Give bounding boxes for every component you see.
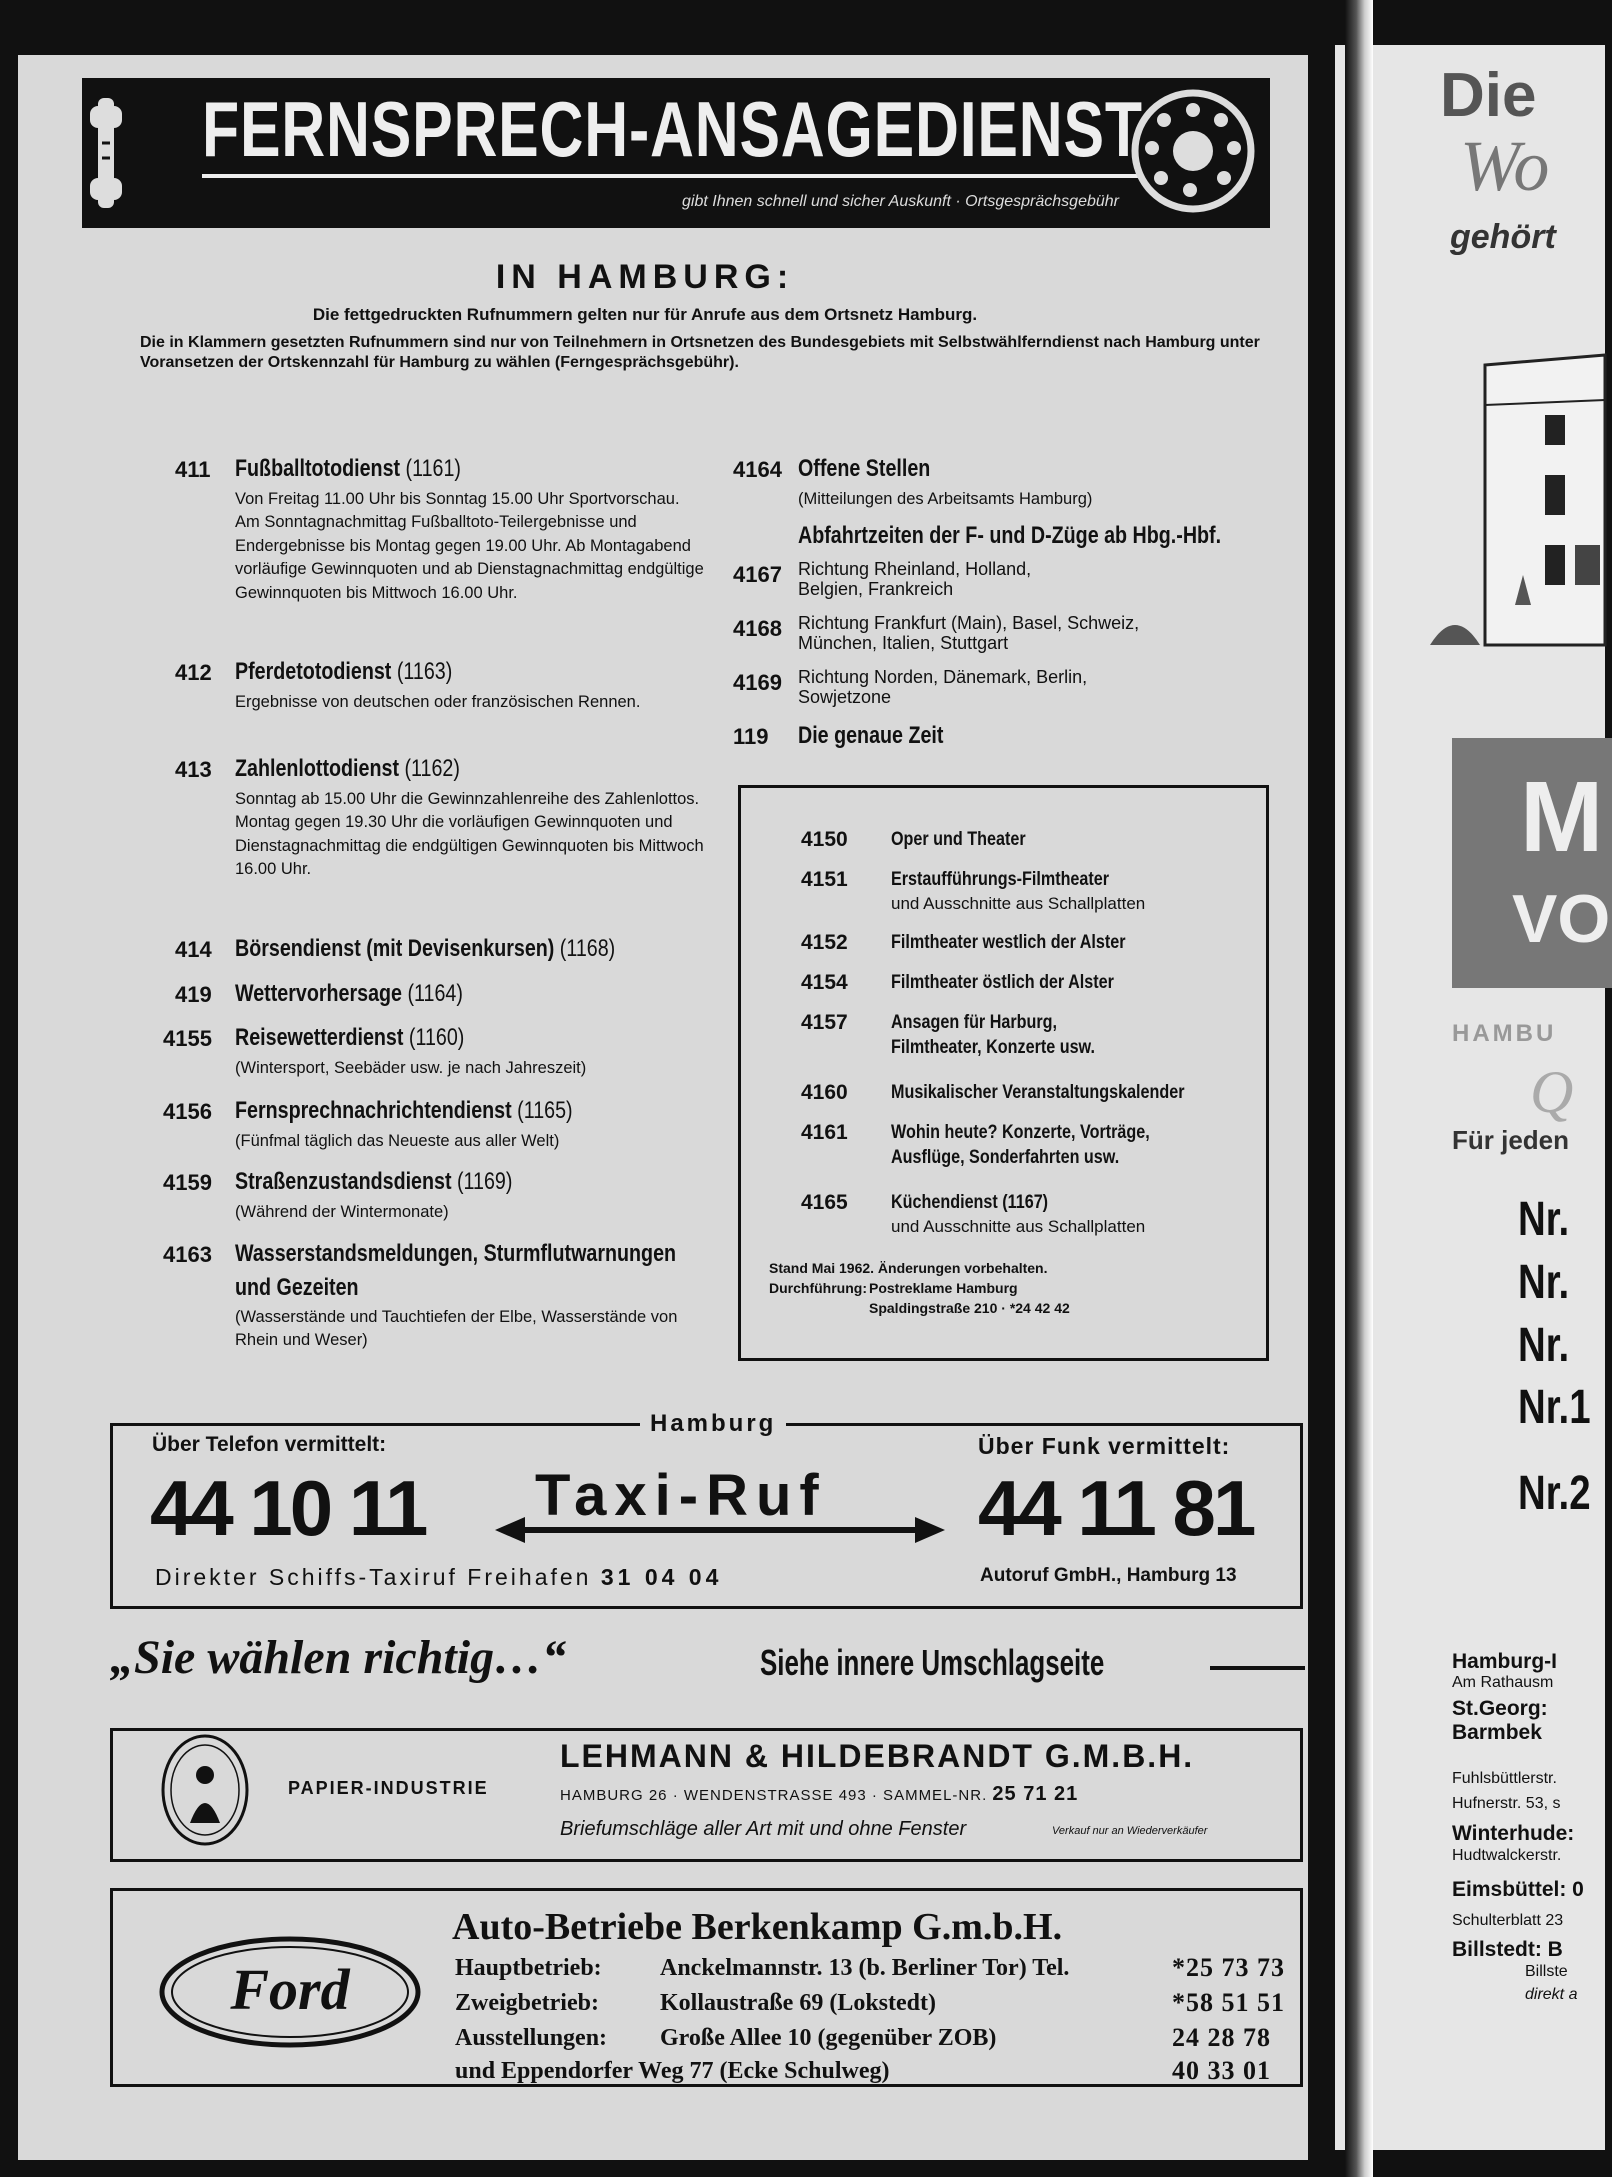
script-letter: Q — [1530, 1059, 1574, 1125]
box-label: Oper und Theater — [891, 829, 1026, 850]
taxi-radio-number: 44 11 81 — [978, 1464, 1254, 1552]
header-banner — [82, 78, 1270, 228]
durchfuehrung-label: Durchführung: — [769, 1280, 867, 1296]
service-number: 412 — [175, 660, 212, 685]
lehmann-envelopes: Briefumschläge aller Art mit und ohne Fenster — [560, 1818, 967, 1840]
ford-phone: *58 51 51 — [1172, 1988, 1285, 2017]
box-number: 4154 — [801, 971, 848, 994]
city-heading: IN HAMBURG: — [495, 258, 795, 296]
durchfuehrung-line-2: Spaldingstraße 210 · *24 42 42 — [869, 1300, 1070, 1316]
service-name: Die genaue Zeit — [798, 722, 944, 749]
branch-line: Billstedt: B — [1452, 1938, 1563, 1961]
service-description: (Fünfmal täglich das Neueste aus aller Welt) — [235, 1132, 560, 1150]
branch-line: Schulterblatt 23 — [1452, 1912, 1564, 1929]
book-spine — [1345, 0, 1373, 2177]
ford-logo — [158, 1935, 423, 2050]
service-number: 119 — [733, 724, 769, 749]
box-number: 4151 — [801, 868, 848, 891]
branch-line: direkt a — [1525, 1986, 1578, 2003]
ford-company: Auto-Betriebe Berkenkamp G.m.b.H. — [452, 1906, 1063, 1948]
service-number: 4163 — [163, 1242, 212, 1267]
service-number: 4169 — [733, 670, 782, 695]
telephone-handset-icon — [88, 98, 124, 208]
service-description: Von Freitag 11.00 Uhr bis Sonntag 15.00 Uhr Sportvorschau. Am Sonntagnachmittag Fußballtoto-Teilergebnisse und Endergebnisse bis Montag gegen 19.00 Uhr. Ab Montagabend vorläufige Gewinnquoten und ab Dienstagnachmittag endgültige Gewinnquoten bis Mittwoch 16.00 Uhr. — [235, 490, 704, 602]
box-number: 4150 — [801, 828, 848, 851]
service-description: (Während der Wintermonate) — [235, 1203, 449, 1221]
ford-phone: 40 33 01 — [1172, 2056, 1271, 2085]
branch-line: Fuhlsbüttlerstr. — [1452, 1770, 1557, 1787]
service-name: Wasserstandsmeldungen, Sturmflutwarnungen — [235, 1240, 677, 1267]
service-name-continued: und Gezeiten — [235, 1274, 359, 1301]
box-sublabel: und Ausschnitte aus Schallplatten — [891, 1217, 1146, 1236]
seal-logo-icon — [160, 1733, 250, 1848]
branch-line: Barmbek — [1452, 1721, 1542, 1744]
box-number: 4160 — [801, 1081, 848, 1104]
service-number: 414 — [175, 937, 212, 962]
lehmann-company: LEHMANN & HILDEBRANDT G.M.B.H. — [560, 1738, 1195, 1774]
note-bracket-numbers: Die in Klammern gesetzten Rufnummern sind nur von Teilnehmern in Ortsnetzen des Bundesgebiets mit Selbstwählferndienst nach Hamburg unter Voransetzen der Ortskennzahl für Hamburg zu wählen (Ferngesprächsgebühr). — [140, 334, 1260, 371]
service-name: Reisewetterdienst (1160) — [235, 1024, 465, 1051]
taxi-radio-label: Über Funk vermittelt: — [978, 1433, 1231, 1459]
entertainment-box — [738, 785, 1269, 1361]
lehmann-address: HAMBURG 26 · WENDENSTRASSE 493 · SAMMEL-NR. 25 71 21 — [560, 1783, 1079, 1805]
ship-taxi-line: Direkter Schiffs-Taxiruf Freihafen 31 04 04 — [155, 1564, 723, 1590]
box-number: 4157 — [801, 1011, 848, 1034]
ford-address-line: Zweigbetrieb: Kollaustraße 69 (Lokstedt) — [455, 1990, 936, 2016]
ford-address-line: und Eppendorfer Weg 77 (Ecke Schulweg) — [455, 2058, 890, 2084]
nr-label: Nr. — [1518, 1193, 1570, 1246]
service-description: Ergebnisse von deutschen oder französischen Rennen. — [235, 693, 641, 711]
box-sublabel: und Ausschnitte aus Schallplatten — [891, 894, 1146, 913]
service-number: 4164 — [733, 457, 782, 482]
service-name: Fernsprechnachrichtendienst (1165) — [235, 1097, 573, 1124]
taxi-phone-number: 44 10 11 — [150, 1464, 426, 1552]
service-number: 411 — [175, 457, 211, 482]
service-name: Börsendienst (mit Devisenkursen) (1168) — [235, 935, 616, 962]
service-description: (Wintersport, Seebäder usw. je nach Jahreszeit) — [235, 1059, 587, 1077]
lehmann-industry: PAPIER-INDUSTRIE — [288, 1778, 489, 1798]
slogan-rule — [1210, 1666, 1305, 1670]
service-description: Richtung Frankfurt (Main), Basel, Schweiz, München, Italien, Stuttgart — [798, 613, 1140, 653]
right-page-heading: Die — [1440, 61, 1537, 130]
box-number: 4165 — [801, 1191, 848, 1214]
service-number: 4167 — [733, 562, 782, 587]
fuer-jeden: Für jeden — [1452, 1125, 1570, 1155]
nr-label: Nr.2 — [1518, 1467, 1591, 1520]
service-name: Offene Stellen — [798, 455, 931, 482]
lehmann-sale-note: Verkauf nur an Wiederverkäufer — [1052, 1825, 1208, 1837]
branch-line: Billste — [1525, 1963, 1568, 1980]
service-number: 4159 — [163, 1170, 212, 1195]
branch-line: St.Georg: — [1452, 1697, 1548, 1720]
slogan-script: „Sie wählen richtig…“ — [110, 1631, 567, 1684]
branch-line: Hamburg-I — [1452, 1650, 1557, 1673]
header-title: FERNSPRECH-ANSAGEDIENST — [202, 90, 1143, 178]
promo-letter: M — [1520, 761, 1604, 873]
branch-line: Winterhude: — [1452, 1822, 1575, 1845]
ford-logo-text: Ford — [230, 1957, 350, 2022]
service-description: Richtung Rheinland, Holland, Belgien, Frankreich — [798, 559, 1032, 599]
branch-line: Eimsbüttel: 0 — [1452, 1878, 1584, 1901]
ford-address-line: Hauptbetrieb: Anckelmannstr. 13 (b. Berliner Tor) Tel. — [455, 1955, 1070, 1981]
taxi-phone-label: Über Telefon vermittelt: — [152, 1433, 387, 1456]
box-number: 4161 — [801, 1121, 848, 1144]
ford-phone: 24 28 78 — [1172, 2023, 1271, 2052]
service-description: (Wasserstände und Tauchtiefen der Elbe, Wasserstände von Rhein und Weser) — [235, 1308, 678, 1350]
branch-line: Am Rathausm — [1452, 1674, 1554, 1691]
double-arrow-icon — [495, 1515, 945, 1545]
durchfuehrung-line-1: Postreklame Hamburg — [869, 1280, 1018, 1296]
service-number: 4156 — [163, 1099, 212, 1124]
service-name: Pferdetotodienst (1163) — [235, 658, 453, 685]
right-page-script: Wo — [1460, 126, 1550, 206]
building-illustration — [1425, 345, 1605, 655]
rotary-dial-icon — [1128, 86, 1258, 216]
service-description: (Mitteilungen des Arbeitsamts Hamburg) — [798, 490, 1093, 508]
taxi-title: Taxi-Ruf — [535, 1463, 827, 1528]
nr-label: Nr. — [1518, 1256, 1570, 1309]
right-page-subheading: gehört — [1450, 218, 1556, 256]
note-bold-numbers: Die fettgedruckten Rufnummern gelten nur für Anrufe aus dem Ortsnetz Hamburg. — [312, 305, 978, 324]
taxi-city: Hamburg — [640, 1410, 786, 1438]
ford-phone: *25 73 73 — [1172, 1953, 1285, 1982]
nr-label: Nr. — [1518, 1319, 1570, 1372]
box-label: Filmtheater westlich der Alster — [891, 932, 1126, 953]
service-name: Wettervorhersage (1164) — [235, 980, 463, 1007]
service-number: 4168 — [733, 616, 782, 641]
box-label: Musikalischer Veranstaltungskalender — [891, 1082, 1185, 1103]
service-name: Zahlenlottodienst (1162) — [235, 755, 460, 782]
branch-line: Hudtwalckerstr. — [1452, 1847, 1562, 1864]
header-subtitle: gibt Ihnen schnell und sicher Auskunft · Ortsgesprächsgebühr — [682, 193, 1119, 210]
promo-text: VO — [1512, 881, 1611, 957]
service-name: Straßenzustandsdienst (1169) — [235, 1168, 513, 1195]
train-heading-text: Abfahrtzeiten der F- und D-Züge ab Hbg.-Hbf. — [798, 522, 1222, 549]
service-name: Fußballtotodienst (1161) — [235, 455, 461, 482]
box-label: Filmtheater östlich der Alster — [891, 972, 1114, 993]
stand-note: Stand Mai 1962. Änderungen vorbehalten. — [769, 1260, 1048, 1276]
service-number: 419 — [175, 982, 212, 1007]
ford-address-line: Ausstellungen: Große Allee 10 (gegenüber ZOB) — [455, 2025, 997, 2051]
nr-label: Nr.1 — [1518, 1381, 1591, 1434]
slogan-see-inside: Siehe innere Umschlagseite — [760, 1642, 1105, 1683]
service-number: 4155 — [163, 1026, 212, 1051]
service-description: Richtung Norden, Dänemark, Berlin, Sowjetzone — [798, 667, 1088, 707]
box-label: Küchendienst (1167) — [891, 1192, 1049, 1213]
service-number: 413 — [175, 757, 212, 782]
branch-line: Hufnerstr. 53, s — [1452, 1795, 1561, 1812]
hamburg-text: HAMBU — [1452, 1020, 1557, 1047]
box-number: 4152 — [801, 931, 848, 954]
box-label: Ansagen für Harburg, Filmtheater, Konzerte usw. — [891, 1012, 1096, 1058]
service-description: Sonntag ab 15.00 Uhr die Gewinnzahlenreihe des Zahlenlottos. Montag gegen 19.30 Uhr die vorläufigen Gewinnquoten und Dienstagnachmittag die endgültigen Gewinnquoten bis Mittwoch 16.00 Uhr. — [235, 790, 704, 879]
box-label: Wohin heute? Konzerte, Vorträge, Ausflüge, Sonderfahrten usw. — [891, 1122, 1150, 1168]
box-label: Erstaufführungs-Filmtheater — [891, 869, 1110, 890]
autoruf-company: Autoruf GmbH., Hamburg 13 — [980, 1565, 1237, 1586]
